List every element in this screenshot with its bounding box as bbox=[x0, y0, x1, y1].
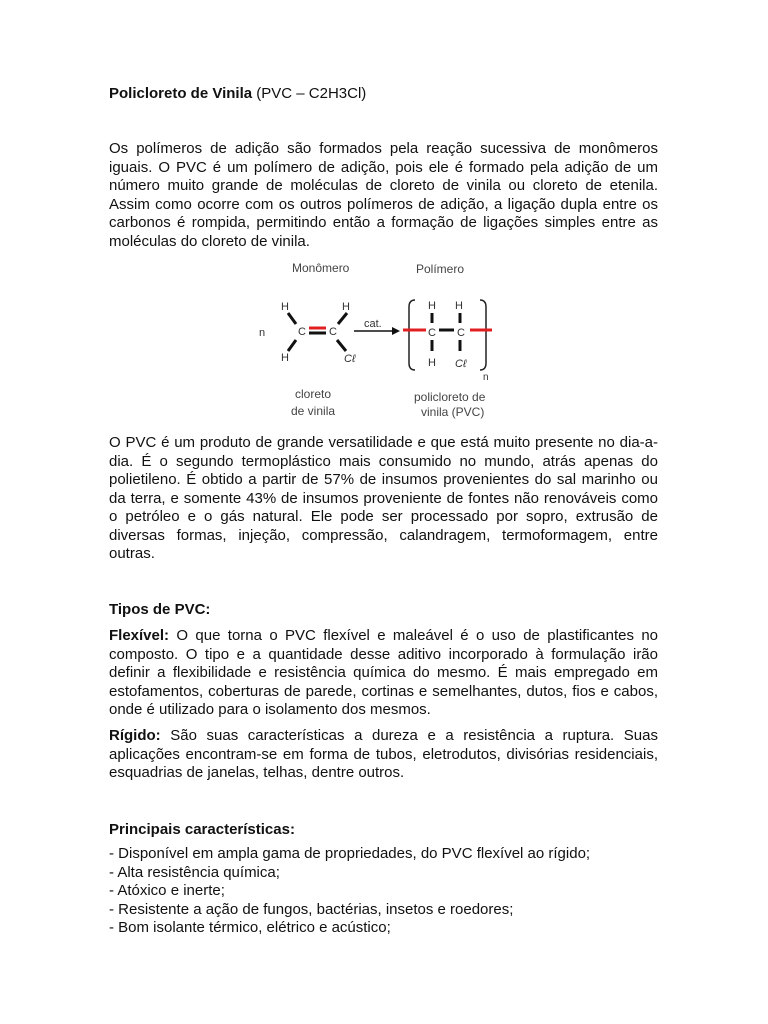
catalyst-label: cat. bbox=[364, 318, 382, 330]
flexible-text: O que torna o PVC flexível e maleável é o uso de plastificantes no composto. O tipo e a quantidade desse aditivo incorporado à formulação irão definir a flexibilidade e resistência química do mesmo. É mais empregado em estofamentos, coberturas de parede, cortinas e semelhantes, dutos, fios e cabos, onde é utilizado para o isolamento dos mesmos. bbox=[109, 627, 658, 718]
right-bracket bbox=[480, 300, 486, 370]
monomer-label: Monômero bbox=[292, 261, 350, 275]
rigid-paragraph bbox=[109, 727, 658, 783]
polymer-h-bottom: H bbox=[428, 357, 436, 369]
monomer-n: n bbox=[259, 327, 266, 339]
monomer-cl: Cℓ bbox=[344, 353, 356, 365]
intro-paragraph: Os polímeros de adição são formados pela reação sucessiva de monômeros iguais. O PVC é um polímero de adição, pois ele é formado pela adição de um número muito grande de moléculas de cloreto de vinila ou cloreto de etenila. Assim como ocorre com os outros polímeros de adição, a ligação dupla entre os carbonos é rompida, permitindo então a formação de ligações simples entre as moléculas do cloreto de vinila. bbox=[109, 140, 658, 250]
list-item: - Disponível em ampla gama de propriedades, do PVC flexível ao rígido; bbox=[109, 845, 591, 862]
left-bracket bbox=[409, 300, 415, 370]
list-item: - Resistente a ação de fungos, bactérias, insetos e roedores; bbox=[109, 900, 514, 918]
monomer-c2: C bbox=[329, 326, 337, 338]
monomer-h-top-left: H bbox=[281, 301, 289, 313]
document-title bbox=[109, 84, 366, 103]
flexible-paragraph bbox=[109, 627, 658, 720]
polymer-c1: C bbox=[428, 327, 436, 339]
polymer-bonds bbox=[432, 313, 460, 351]
polymer-c2: C bbox=[457, 327, 465, 339]
title-bold: Policloreto de Vinila bbox=[109, 85, 253, 102]
monomer-caption-line2: de vinila bbox=[291, 404, 336, 418]
reaction-arrow-head bbox=[392, 327, 400, 335]
polymer-h-top-right: H bbox=[455, 300, 463, 312]
monomer-h-top-right: H bbox=[342, 301, 350, 313]
rigid-text: São suas características a dureza e a resistência a ruptura. Suas aplicações encontram-se em forma de tubos, eletrodutos, divisórias residenciais, esquadrias de janelas, telhas, dentre outros. bbox=[109, 727, 658, 781]
title-formula: (PVC – C2H3Cl) bbox=[252, 85, 367, 102]
polymer-cl: Cℓ bbox=[455, 358, 467, 370]
polymer-caption-line2: vinila (PVC) bbox=[421, 405, 485, 419]
monomer-c1: C bbox=[298, 326, 306, 338]
list-item: - Alta resistência química; bbox=[109, 863, 280, 881]
polymer-caption-line1: policloreto de bbox=[414, 390, 486, 404]
list-item: - Atóxico e inerte; bbox=[109, 882, 225, 899]
pvc-reaction-diagram bbox=[250, 255, 510, 425]
polymer-h-top-left: H bbox=[428, 300, 436, 312]
rigid-label: Rígido: bbox=[109, 727, 161, 744]
pvc-overview-paragraph: O PVC é um produto de grande versatilidade e que está muito presente no dia-a-dia. É o segundo termoplástico mais consumido no mundo, atrás apenas do polietileno. É obtido a partir de 57% de insumos provenientes do sal marinho ou da terra, e somente 43% de insumos proveniente de fontes não renováveis como o petróleo e o gás natural. Ele pode ser processado por sopro, extrusão de diversas formas, injeção, compressão, calandragem, termoformagem, entre outras. bbox=[109, 434, 658, 562]
list-item: - Bom isolante térmico, elétrico e acústico; bbox=[109, 919, 391, 936]
monomer-caption-line1: cloreto bbox=[295, 387, 332, 401]
polymer-label: Polímero bbox=[416, 262, 465, 276]
features-list bbox=[109, 845, 590, 938]
types-heading: Tipos de PVC: bbox=[109, 601, 211, 618]
features-heading: Principais características: bbox=[109, 821, 295, 838]
monomer-h-bottom-left: H bbox=[281, 352, 289, 364]
polymer-n: n bbox=[483, 372, 489, 383]
flexible-label: Flexível: bbox=[109, 627, 170, 644]
